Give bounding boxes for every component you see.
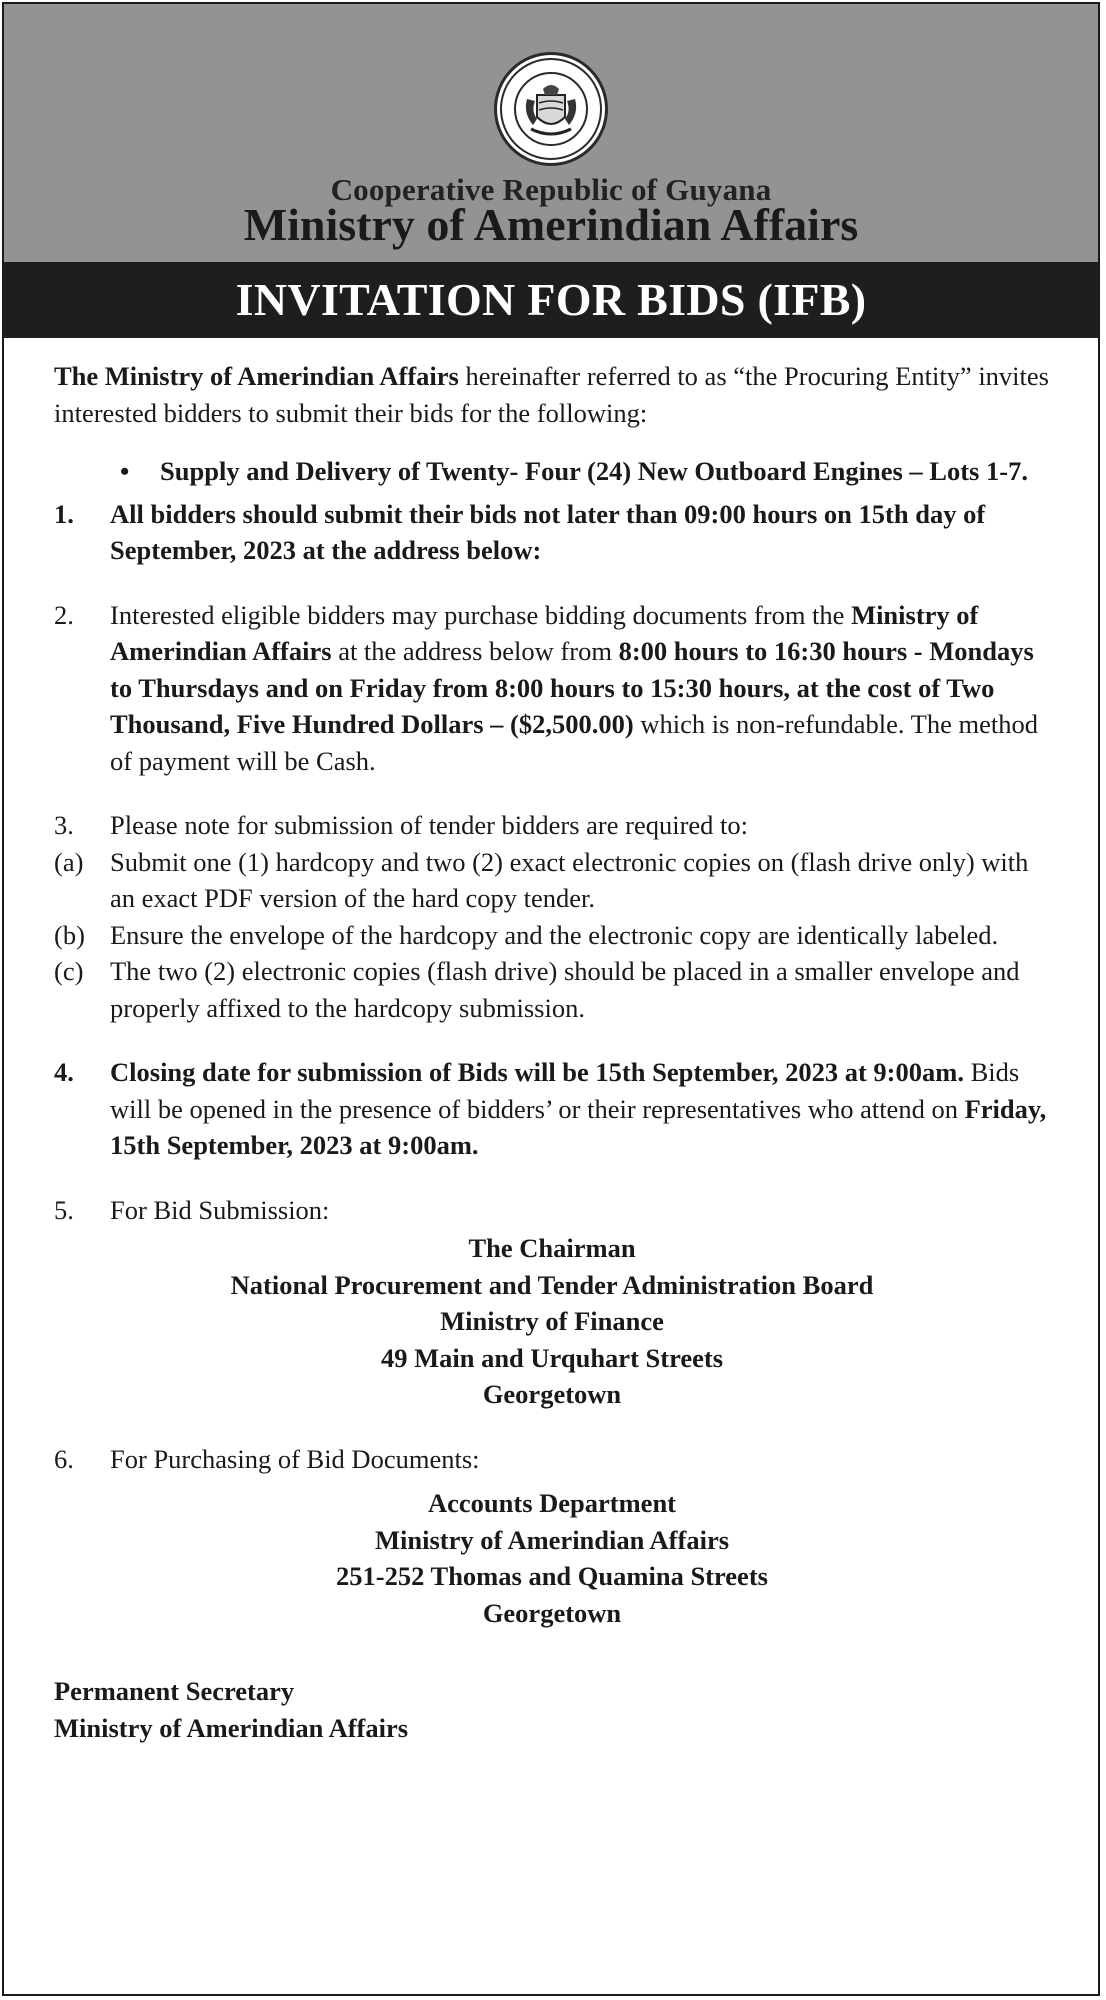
address-line: National Procurement and Tender Administration Board [230,1269,874,1300]
clause-text: Bids will be opened in the presence of bidders’ or their representatives who attend on [110,1057,1020,1124]
address-line: Ministry of Amerindian Affairs [374,1524,730,1555]
address-line: Georgetown [482,1597,622,1628]
sub-clause-label: (c) [54,956,84,986]
clause-bold: Friday, 15th September, 2023 at 9:00am. [110,1093,1047,1160]
clause-text: at the address below from [331,636,619,666]
clause-number: 3. [54,810,74,840]
clause-4 [54,1054,1050,1164]
procurement-item [54,453,1050,490]
address-line: Ministry of Finance [440,1306,664,1336]
clause-text: which is non-refundable. The method of payment will be Cash. [110,709,1038,776]
clause-bold: Closing date for submission of Bids will be 15th September, 2023 at 9:00am. [110,1057,964,1087]
republic-name: Cooperative Republic of Guyana [330,172,772,207]
signature-block [54,1673,1050,1746]
sub-clause-text: Ensure the envelope of the hardcopy and the electronic copy are identically labeled. [110,919,999,950]
clause-text: Please note for submission of tender bidders are required to: [110,810,749,840]
intro-paragraph [54,358,1050,431]
header-banner [4,4,1098,262]
clause-text: All bidders should submit their bids not later than 09:00 hours on 15th day of September, 2023 at the address below: [110,498,986,565]
clause-number: 4. [54,1057,74,1087]
notice-body [54,338,1050,1746]
clause-number: 6. [54,1443,74,1474]
intro-lead: The Ministry of Amerindian Affairs [54,361,459,391]
sub-clause-label: (b) [54,919,85,950]
bullet-point: • [120,456,130,486]
ministry-name: Ministry of Amerindian Affairs [243,199,859,250]
clause-text: For Purchasing of Bid Documents: [110,1443,480,1474]
address-line: Accounts Department [427,1488,677,1518]
clause-text: Interested eligible bidders may purchase bidding documents from the [110,599,852,630]
clause-1 [54,496,1050,569]
sub-clause-text: The two (2) electronic copies (flash drive) should be placed in a smaller envelope and properly affixed to the hardcopy submission. [110,956,1020,1023]
clause-3 [54,807,1050,844]
bid-documents-address [54,1485,1050,1631]
address-line: The Chairman [468,1233,636,1263]
address-line: 49 Main and Urquhart Streets [380,1342,724,1373]
address-line: Georgetown [482,1379,622,1409]
procurement-item-text: Supply and Delivery of Twenty- Four (24) New Outboard Engines – Lots 1-7. [160,456,1028,486]
clause-bold: Ministry of Amerindian Affairs [110,599,979,666]
clause-number: 2. [54,599,74,630]
intro-text: hereinafter referred to as “the Procuring Entity” invites interested bidders to submit their bids for the following: [54,361,1049,428]
coat-of-arms-seal [494,52,608,166]
signatory-org: Ministry of Amerindian Affairs [54,1712,409,1743]
title-bar [4,262,1098,338]
clause-text: For Bid Submission: [110,1194,330,1225]
sub-clause-text: Submit one (1) hardcopy and two (2) exact electronic copies on (flash drive only) with an exact PDF version of the hard copy tender. [110,846,1029,913]
sub-clause-b [54,917,1050,954]
clause-number: 5. [54,1194,74,1225]
signatory-title: Permanent Secretary [54,1676,295,1706]
sub-clause-c [54,953,1050,1026]
clause-6 [54,1441,1050,1478]
bid-submission-address [54,1230,1050,1413]
clause-bold: 8:00 hours to 16:30 hours - Mondays to Thursdays and on Friday from 8:00 hours to 15:30 hours, at the cost of Two Thousand, Five Hundred Dollars – ($2,500.00) [110,636,1034,739]
clause-2 [54,597,1050,780]
clause-number: 1. [54,498,74,529]
ifb-notice [2,2,1100,1996]
sub-clause-label: (a) [54,846,84,877]
sub-clause-a [54,844,1050,917]
clause-5 [54,1192,1050,1229]
notice-title: INVITATION FOR BIDS (IFB) [235,274,867,325]
address-line: 251-252 Thomas and Quamina Streets [336,1561,768,1591]
coat-of-arms-icon [497,55,605,163]
